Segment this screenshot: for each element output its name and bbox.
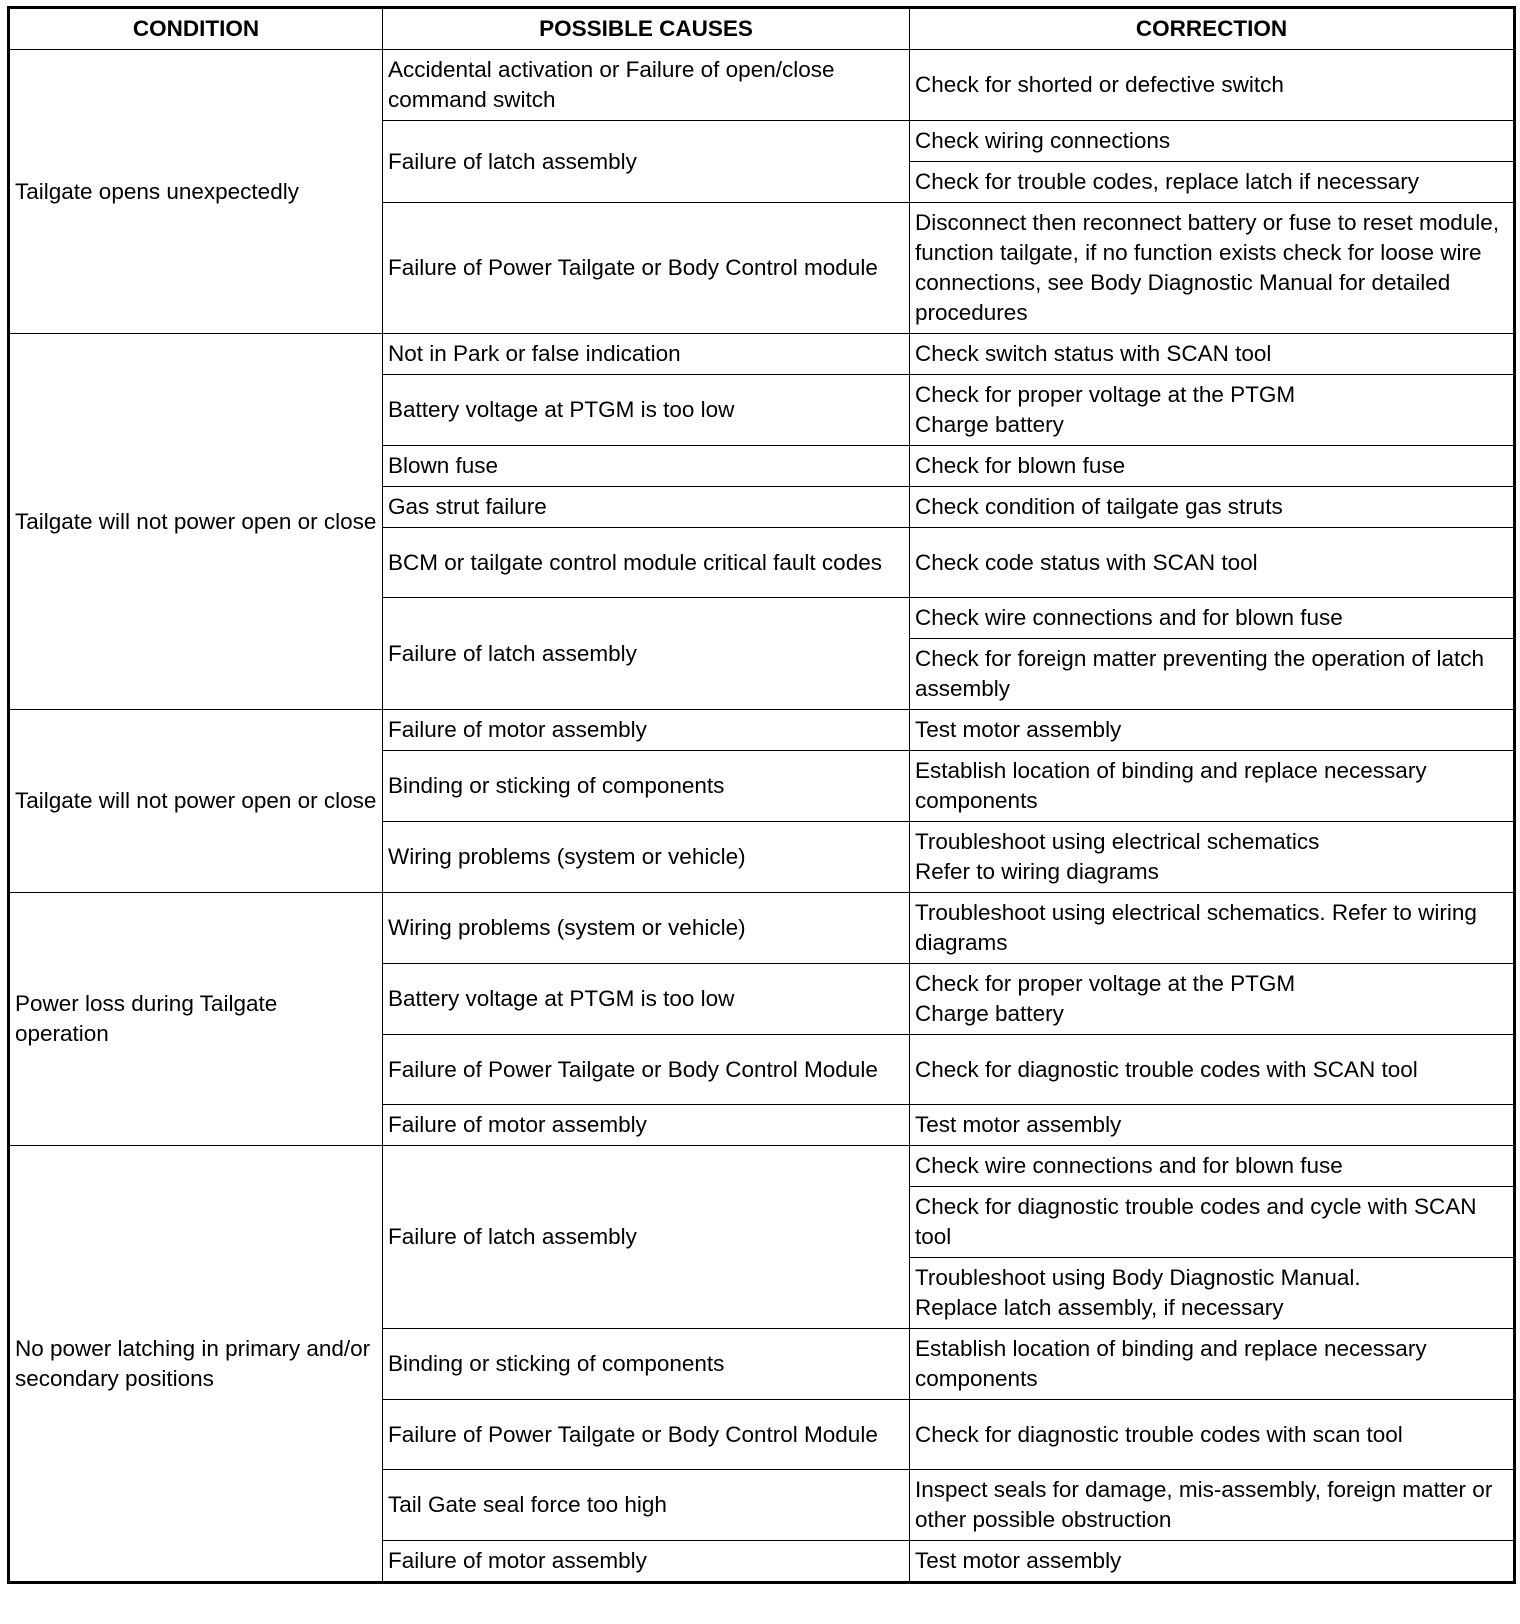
correction-cell: Check wiring connections [910,121,1515,162]
possible-cause-cell: Blown fuse [383,446,910,487]
possible-cause-cell: Wiring problems (system or vehicle) [383,893,910,964]
correction-cell: Establish location of binding and replace necessary components [910,1329,1515,1400]
table-row [9,710,1515,751]
correction-cell: Check for diagnostic trouble codes with scan tool [910,1400,1515,1470]
header-possible-causes: POSSIBLE CAUSES [383,8,910,50]
possible-cause-cell: Failure of motor assembly [383,710,910,751]
table-row [9,893,1515,964]
table-row [9,1146,1515,1187]
correction-cell: Troubleshoot using electrical schematics. Refer to wiring diagrams [910,893,1515,964]
possible-cause-cell: Tail Gate seal force too high [383,1470,910,1541]
possible-cause-cell: Binding or sticking of components [383,751,910,822]
possible-cause-cell: Accidental activation or Failure of open/close command switch [383,50,910,121]
possible-cause-cell: Failure of latch assembly [383,598,910,710]
correction-cell: Check condition of tailgate gas struts [910,487,1515,528]
possible-cause-cell: Failure of latch assembly [383,1146,910,1329]
possible-cause-cell: Not in Park or false indication [383,334,910,375]
correction-cell: Test motor assembly [910,1541,1515,1583]
possible-cause-cell: Gas strut failure [383,487,910,528]
correction-cell: Check for shorted or defective switch [910,50,1515,121]
correction-cell: Check code status with SCAN tool [910,528,1515,598]
possible-cause-cell: Failure of Power Tailgate or Body Control Module [383,1400,910,1470]
condition-cell: Tailgate opens unexpectedly [9,50,383,334]
correction-cell: Check switch status with SCAN tool [910,334,1515,375]
correction-cell: Check for diagnostic trouble codes and cycle with SCAN tool [910,1187,1515,1258]
correction-cell: Inspect seals for damage, mis-assembly, foreign matter or other possible obstruction [910,1470,1515,1541]
diagnosis-table [7,6,1516,1584]
possible-cause-cell: BCM or tailgate control module critical fault codes [383,528,910,598]
table-body [9,50,1515,1583]
possible-cause-cell: Failure of latch assembly [383,121,910,203]
possible-cause-cell: Battery voltage at PTGM is too low [383,375,910,446]
condition-cell: Tailgate will not power open or close [9,334,383,710]
correction-cell: Check wire connections and for blown fuse [910,1146,1515,1187]
correction-cell: Establish location of binding and replace necessary components [910,751,1515,822]
header-condition: CONDITION [9,8,383,50]
correction-cell: Check for blown fuse [910,446,1515,487]
correction-cell: Test motor assembly [910,1105,1515,1146]
table-row [9,334,1515,375]
condition-cell: Power loss during Tailgate operation [9,893,383,1146]
possible-cause-cell: Failure of Power Tailgate or Body Control module [383,203,910,334]
header-row [9,8,1515,50]
correction-cell: Troubleshoot using Body Diagnostic Manual. Replace latch assembly, if necessary [910,1258,1515,1329]
correction-cell: Check for trouble codes, replace latch if necessary [910,162,1515,203]
correction-cell: Check for diagnostic trouble codes with SCAN tool [910,1035,1515,1105]
possible-cause-cell: Battery voltage at PTGM is too low [383,964,910,1035]
correction-cell: Check for foreign matter preventing the operation of latch assembly [910,639,1515,710]
condition-cell: Tailgate will not power open or close [9,710,383,893]
possible-cause-cell: Failure of Power Tailgate or Body Control Module [383,1035,910,1105]
correction-cell: Disconnect then reconnect battery or fuse to reset module, function tailgate, if no function exists check for loose wire connections, see Body Diagnostic Manual for detailed procedures [910,203,1515,334]
correction-cell: Troubleshoot using electrical schematics Refer to wiring diagrams [910,822,1515,893]
condition-cell: No power latching in primary and/or secondary positions [9,1146,383,1583]
possible-cause-cell: Failure of motor assembly [383,1105,910,1146]
possible-cause-cell: Failure of motor assembly [383,1541,910,1583]
table-row [9,50,1515,121]
correction-cell: Check wire connections and for blown fuse [910,598,1515,639]
possible-cause-cell: Wiring problems (system or vehicle) [383,822,910,893]
possible-cause-cell: Binding or sticking of components [383,1329,910,1400]
correction-cell: Check for proper voltage at the PTGM Charge battery [910,964,1515,1035]
correction-cell: Test motor assembly [910,710,1515,751]
correction-cell: Check for proper voltage at the PTGM Charge battery [910,375,1515,446]
header-correction: CORRECTION [910,8,1515,50]
